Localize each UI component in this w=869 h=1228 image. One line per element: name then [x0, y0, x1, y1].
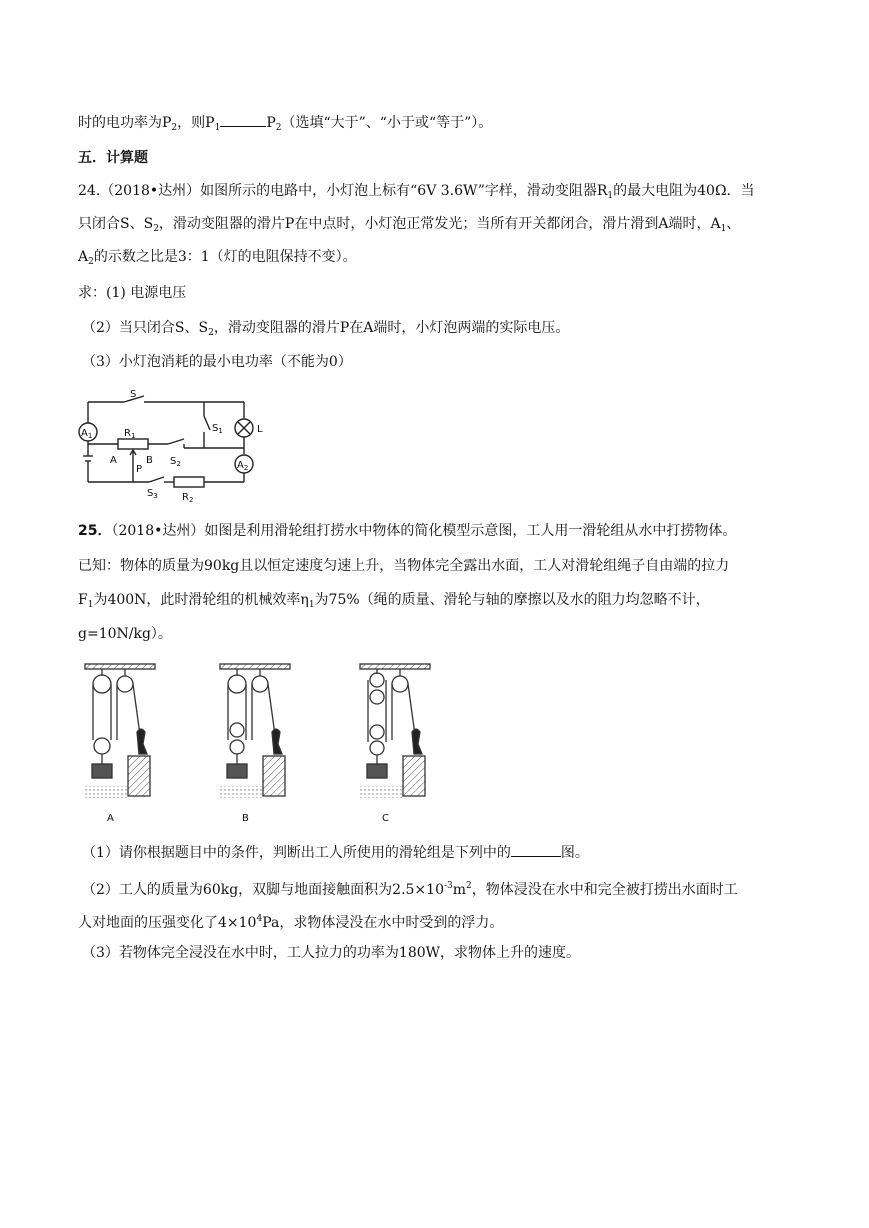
q25-sub2-line-2: 人对地面的压强变化了$4\times 10^4Pa$，求物体浸没在水中时受到的浮力。 — [78, 914, 504, 931]
q24-ask: 求：(1) 电源电压 — [78, 285, 187, 301]
label-s: S — [130, 389, 137, 400]
q24-sub3: （3）小灯泡消耗的最小电功率（不能为0） — [82, 354, 352, 370]
q25-sub1: （1）请你根据题目中的条件，判断出工人所使用的滑轮组是下列中的 图。 — [82, 842, 589, 863]
pulley-figure-a — [83, 664, 155, 798]
label-s3: $S_3$ — [147, 488, 158, 500]
label-a1: $A_1$ — [81, 428, 93, 440]
q24-sub2: （2）当只闭合S、$S_2$，滑动变阻器的滑片P在A端时，小灯泡两端的实际电压。 — [82, 320, 570, 338]
q25-line-4: g=10N/kg）。 — [78, 626, 172, 642]
answer-blank[interactable] — [220, 112, 266, 127]
section-title: 五．计算题 — [78, 150, 148, 166]
label-a2: $A_2$ — [237, 460, 249, 472]
circuit-diagram — [76, 388, 266, 508]
q24-line-3: $A_2$的示数之比是3：1（灯的电阻保持不变）。 — [78, 249, 357, 267]
figure-label-b: B — [242, 813, 249, 824]
figure-label-a: A — [107, 813, 114, 824]
label-r2: $R_2$ — [182, 492, 194, 504]
pulley-figure-b — [218, 664, 290, 798]
label-l: L — [257, 424, 263, 435]
q25-sub2-line-1: （2）工人的质量为60kg，双脚与地面接触面积为$2.5\times 10^{-3}m^2$，物体浸没在水中和完全被打捞出水面时工 — [82, 881, 738, 898]
pulley-figures — [80, 660, 460, 828]
figure-label-c: C — [382, 813, 389, 824]
label-r1: $R_1$ — [124, 428, 136, 440]
q25-line-1: 25．（2018•达州）如图是利用滑轮组打捞水中物体的简化模型示意图，工人用一滑轮组从水中打捞物体。 — [78, 523, 737, 539]
answer-blank[interactable] — [511, 842, 561, 857]
label-a: A — [110, 455, 117, 466]
label-s2: $S_2$ — [170, 456, 181, 468]
q25-line-3: $F_1$为400N，此时滑轮组的机械效率$\eta_1$为75%（绳的质量、滑轮与轴的摩擦以及水的阻力均忽略不计， — [78, 592, 710, 610]
q23-tail-line: 时的电功率为$P_2$，则$P_1$ $P_2$（选填“大于”、“小于或“等于”）。 — [78, 112, 492, 138]
label-p: P — [136, 464, 143, 475]
label-b: B — [146, 455, 153, 466]
pulley-figure-c — [358, 664, 430, 798]
q25-line-2: 已知：物体的质量为90kg且以恒定速度匀速上升，当物体完全露出水面，工人对滑轮组绳子自由端的拉力 — [78, 558, 730, 574]
q24-line-2: 只闭合S、$S_2$，滑动变阻器的滑片P在中点时，小灯泡正常发光；当所有开关都闭合，滑片滑到A端时，$A_1$、 — [78, 216, 741, 234]
q24-line-1: 24.（2018•达州）如图所示的电路中，小灯泡上标有“6V 3.6W”字样，滑动变阻器$R_1$的最大电阻为40Ω．当 — [78, 183, 755, 201]
label-s1: $S_1$ — [212, 423, 223, 435]
q25-sub3: （3）若物体完全浸没在水中时，工人拉力的功率为180W，求物体上升的速度。 — [82, 945, 581, 961]
